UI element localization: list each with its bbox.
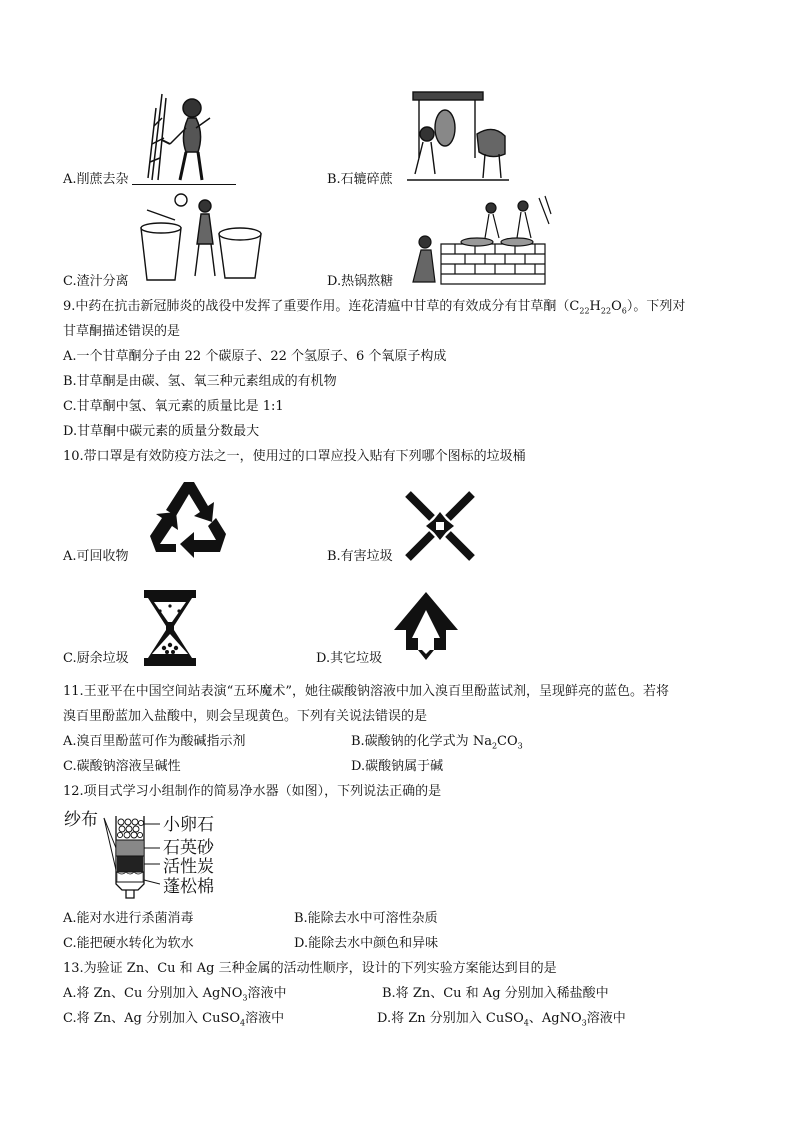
q12-option-a: A.能对水进行杀菌消毒 [63,911,194,926]
q9-stem-line2: 甘草酮描述错误的是 [63,324,181,339]
q10-option-a: A.可回收物 [63,549,129,564]
cutting-cane-illustration [140,88,240,184]
q13-option-b: B.将 Zn、Cu 和 Ag 分别加入稀盐酸中 [382,986,609,1001]
q9-option-b: B.甘草酮是由碳、氢、氧三种元素组成的有机物 [63,374,337,389]
q10-stem: 10.带口罩是有效防疫方法之一，使用过的口罩应投入贴有下列哪个图标的垃圾桶 [63,449,526,464]
q9-option-d: D.甘草酮中碳元素的质量分数最大 [63,424,260,439]
q9-stem-line1: 9.中药在抗击新冠肺炎的战役中发挥了重要作用。连花清瘟中甘草的有效成分有甘草酮$(C_{22}H_{22}O_6)$。下列对 [63,299,686,316]
other-waste-icon [392,590,460,662]
q8-a-underline [132,184,236,185]
purifier-label-cotton: 蓬松棉 [163,877,214,897]
stone-roller-illustration [405,88,510,186]
q8-option-b: B.石辘碎蔗 [327,172,393,187]
q13-option-c: C.将 Zn、Ag 分别加入 CuSO$_4$溶液中 [63,1011,285,1028]
q13-option-d: D.将 Zn 分别加入 CuSO$_4$、AgNO$_3$溶液中 [377,1011,626,1028]
q11-stem-line1: 11.王亚平在中国空间站表演“五环魔术”，她往碳酸钠溶液中加入溴百里酚蓝试剂，呈现鲜亮的蓝色。若将 [63,684,669,699]
recycle-icon [146,478,232,560]
q8-option-c: C.渣汁分离 [63,274,129,289]
q12-option-b: B.能除去水中可溶性杂质 [294,911,438,926]
q9-option-a: A.一个甘草酮分子由 22 个碳原子、22 个氢原子、6 个氧原子构成 [63,349,447,364]
q12-stem: 12.项目式学习小组制作的简易净水器（如图），下列说法正确的是 [63,784,442,799]
q11-option-a: A.溴百里酚蓝可作为酸碱指示剂 [63,734,246,749]
hazardous-icon [404,490,476,562]
q9-option-c: C.甘草酮中氢、氧元素的质量比是 1:1 [63,399,284,414]
q8-option-a: A.削蔗去杂 [63,172,129,187]
q11-stem-line2: 溴百里酚蓝加入盐酸中，则会呈现黄色。下列有关说法错误的是 [63,709,428,724]
purifier-label-carbon: 活性炭 [163,857,214,877]
purifier-label-sand: 石英砂 [163,838,214,858]
kitchen-waste-icon [142,588,198,668]
q8-option-d: D.热锅熬糖 [327,274,394,289]
q12-option-c: C.能把硬水转化为软水 [63,936,194,951]
q10-option-c: C.厨余垃圾 [63,651,129,666]
q13-option-a: A.将 Zn、Cu 分别加入 AgNO$_3$溶液中 [63,986,287,1003]
purifier-label-gauze: 纱布 [64,810,98,830]
purifier-label-pebble: 小卵石 [163,815,214,835]
q13-stem: 13.为验证 Zn、Cu 和 Ag 三种金属的活动性顺序，设计的下列实验方案能达到目的是 [63,961,557,976]
q10-option-b: B.有害垃圾 [327,549,393,564]
q12-option-d: D.能除去水中颜色和异味 [294,936,439,951]
juice-separation-illustration [135,192,270,284]
q11-option-c: C.碳酸钠溶液呈碱性 [63,759,181,774]
q10-option-d: D.其它垃圾 [316,651,383,666]
boiling-sugar-illustration [405,194,555,286]
q11-option-b: B.碳酸钠的化学式为 $Na_2CO_3$ [351,734,523,751]
q11-option-d: D.碳酸钠属于碱 [351,759,444,774]
water-purifier-diagram [100,814,160,900]
